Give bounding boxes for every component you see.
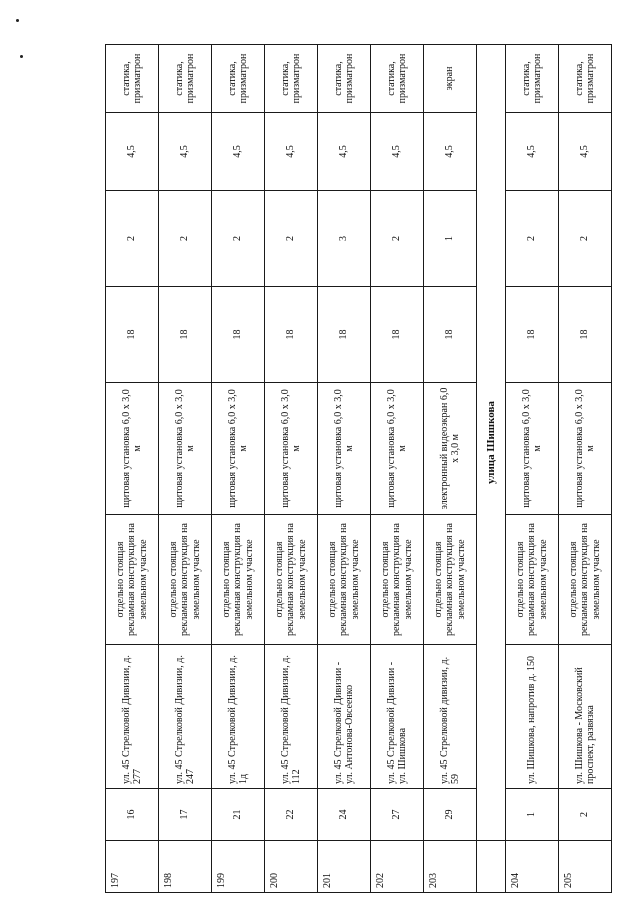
advertising-structures-table xyxy=(105,44,612,893)
cell-display-type: статика, призматрон xyxy=(159,45,212,113)
cell-record-id: 200 xyxy=(265,841,318,893)
cell-structure-type: отдельно стоящая рекламная конструкция на земельном участке xyxy=(265,515,318,645)
cell-structure-size: щитовая установка 6,0 х 3,0 м xyxy=(159,383,212,515)
cell-record-id: 205 xyxy=(559,841,612,893)
cell-sides: 2 xyxy=(506,191,559,287)
cell-position-number: 29 xyxy=(424,789,477,841)
cell-display-type: статика, призматрон xyxy=(106,45,159,113)
cell-term: 4,5 xyxy=(212,113,265,191)
cell-record-id: 197 xyxy=(106,841,159,893)
cell-display-type: экран xyxy=(424,45,477,113)
cell-area: 18 xyxy=(159,287,212,383)
cell-record-id: 202 xyxy=(371,841,424,893)
cell-area: 18 xyxy=(212,287,265,383)
table-row xyxy=(371,45,424,893)
table-row xyxy=(106,45,159,893)
cell-structure-type: отдельно стоящая рекламная конструкция на земельном участке xyxy=(318,515,371,645)
cell-display-type: статика, призматрон xyxy=(212,45,265,113)
cell-area: 18 xyxy=(559,287,612,383)
cell-address: ул. Шишкова, напротив д. 150 xyxy=(506,645,559,789)
cell-position-number: 17 xyxy=(159,789,212,841)
cell-address: ул. 45 Стрелковой Дивизии, д. 277 xyxy=(106,645,159,789)
cell-sides: 2 xyxy=(265,191,318,287)
section-empty-cell xyxy=(477,841,506,893)
cell-display-type: статика, призматрон xyxy=(371,45,424,113)
cell-structure-size: щитовая установка 6,0 х 3,0 м xyxy=(212,383,265,515)
cell-record-id: 198 xyxy=(159,841,212,893)
cell-structure-size: щитовая установка 6,0 х 3,0 м xyxy=(318,383,371,515)
cell-structure-size: щитовая установка 6,0 х 3,0 м xyxy=(265,383,318,515)
cell-area: 18 xyxy=(371,287,424,383)
cell-structure-type: отдельно стоящая рекламная конструкция на земельном участке xyxy=(506,515,559,645)
cell-position-number: 2 xyxy=(559,789,612,841)
table-row xyxy=(559,45,612,893)
cell-position-number: 24 xyxy=(318,789,371,841)
cell-area: 18 xyxy=(506,287,559,383)
cell-sides: 2 xyxy=(212,191,265,287)
cell-address: ул. 45 Стрелковой Дивизии, д. 1д xyxy=(212,645,265,789)
cell-structure-type: отдельно стоящая рекламная конструкция на земельном участке xyxy=(159,515,212,645)
table-row xyxy=(318,45,371,893)
cell-position-number: 22 xyxy=(265,789,318,841)
cell-term: 4,5 xyxy=(424,113,477,191)
cell-structure-type: отдельно стоящая рекламная конструкция на земельном участке xyxy=(371,515,424,645)
scan-speck xyxy=(20,55,23,58)
scan-speck xyxy=(16,19,19,22)
cell-structure-type: отдельно стоящая рекламная конструкция на земельном участке xyxy=(424,515,477,645)
cell-structure-type: отдельно стоящая рекламная конструкция на земельном участке xyxy=(106,515,159,645)
section-row xyxy=(477,45,506,893)
cell-structure-size: щитовая установка 6,0 х 3,0 м xyxy=(106,383,159,515)
cell-address: ул. 45 Стрелковой Дивизии, д. 247 xyxy=(159,645,212,789)
cell-term: 4,5 xyxy=(106,113,159,191)
cell-address: ул. 45 Стрелковой дивизии, д. 59 xyxy=(424,645,477,789)
cell-record-id: 199 xyxy=(212,841,265,893)
cell-position-number: 27 xyxy=(371,789,424,841)
cell-position-number: 1 xyxy=(506,789,559,841)
cell-sides: 2 xyxy=(559,191,612,287)
cell-record-id: 203 xyxy=(424,841,477,893)
cell-term: 4,5 xyxy=(371,113,424,191)
cell-term: 4,5 xyxy=(506,113,559,191)
cell-area: 18 xyxy=(265,287,318,383)
document-page xyxy=(105,45,602,893)
cell-structure-type: отдельно стоящая рекламная конструкция на земельном участке xyxy=(212,515,265,645)
cell-structure-size: щитовая установка 6,0 х 3,0 м xyxy=(506,383,559,515)
table-row xyxy=(159,45,212,893)
table-row xyxy=(506,45,559,893)
cell-sides: 2 xyxy=(106,191,159,287)
cell-sides: 1 xyxy=(424,191,477,287)
cell-term: 4,5 xyxy=(265,113,318,191)
cell-structure-type: отдельно стоящая рекламная конструкция на земельном участке xyxy=(559,515,612,645)
cell-display-type: статика, призматрон xyxy=(559,45,612,113)
cell-structure-size: электронный видеоэкран 6,0 х 3,0 м xyxy=(424,383,477,515)
table-row xyxy=(265,45,318,893)
cell-area: 18 xyxy=(424,287,477,383)
rotated-table-container xyxy=(105,45,602,893)
cell-display-type: статика, призматрон xyxy=(265,45,318,113)
cell-display-type: статика, призматрон xyxy=(506,45,559,113)
section-title: улица Шишкова xyxy=(477,45,506,841)
table-row xyxy=(212,45,265,893)
cell-term: 4,5 xyxy=(559,113,612,191)
cell-address: ул. Шишкова - Московский проспект, развязка xyxy=(559,645,612,789)
cell-display-type: статика, призматрон xyxy=(318,45,371,113)
cell-record-id: 201 xyxy=(318,841,371,893)
cell-structure-size: щитовая установка 6,0 х 3,0 м xyxy=(371,383,424,515)
cell-term: 4,5 xyxy=(159,113,212,191)
cell-area: 18 xyxy=(106,287,159,383)
cell-sides: 2 xyxy=(159,191,212,287)
cell-sides: 2 xyxy=(371,191,424,287)
cell-address: ул. 45 Стрелковой Дивизии - ул. Антонова-Овсеенко xyxy=(318,645,371,789)
cell-position-number: 16 xyxy=(106,789,159,841)
cell-record-id: 204 xyxy=(506,841,559,893)
cell-area: 18 xyxy=(318,287,371,383)
cell-address: ул. 45 Стрелковой Дивизии - ул. Шишкова xyxy=(371,645,424,789)
cell-sides: 3 xyxy=(318,191,371,287)
table-row xyxy=(424,45,477,893)
cell-position-number: 21 xyxy=(212,789,265,841)
cell-address: ул. 45 Стрелковой Дивизии, д. 112 xyxy=(265,645,318,789)
cell-structure-size: щитовая установка 6,0 х 3,0 м xyxy=(559,383,612,515)
cell-term: 4,5 xyxy=(318,113,371,191)
